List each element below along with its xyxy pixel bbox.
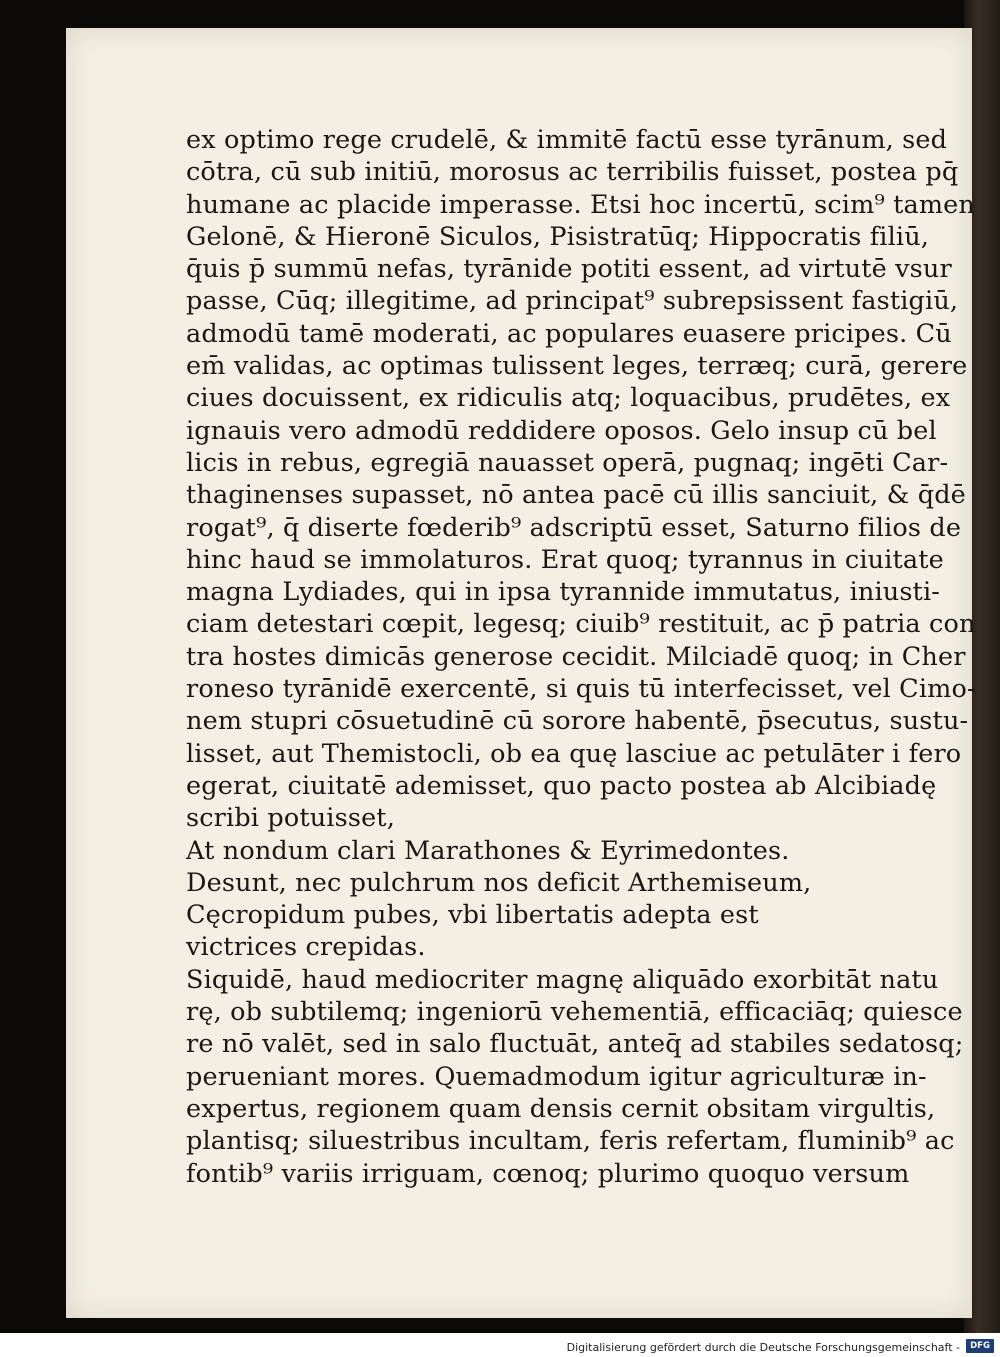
text-line: em̄ validas, ac optimas tulissent leges, terræq; curā, gerere — [186, 351, 968, 382]
text-line: magna Lydiades, qui in ipsa tyrannide immutatus, iniusti- — [186, 577, 941, 608]
text-line: admodū tamē moderati, ac populares euasere pricipes. Cū — [186, 318, 952, 349]
dfg-logo: DFG — [966, 1339, 994, 1353]
text-line: rogat⁹, q̄ diserte fœderib⁹ adscriptū esset, Saturno filios de — [186, 512, 962, 543]
text-line: re nō valēt, sed in salo fluctuāt, anteq̄ ad stabiles sedatosq; — [186, 1029, 964, 1060]
text-line: perueniant mores. Quemadmodum igitur agriculturæ in- — [186, 1061, 927, 1092]
text-line: Siquidē, haud mediocriter magnę aliquādo exorbitāt natu — [186, 964, 939, 995]
text-line: At nondum clari Marathones & Eyrimedontes. — [186, 835, 790, 866]
text-line: lisset, aut Themistocli, ob ea quę lasciue ac petulāter i fero — [186, 738, 962, 769]
text-line: victrices crepidas. — [186, 932, 426, 963]
text-line: fontib⁹ variis irriguam, cœnoq; plurimo quoquo versum — [186, 1158, 910, 1189]
text-line: egerat, ciuitatē ademisset, quo pacto postea ab Alcibiadę — [186, 770, 937, 801]
text-line: hinc haud se immolaturos. Erat quoq; tyrannus in ciuitate — [186, 544, 944, 575]
text-line: plantisq; siluestribus incultam, feris refertam, fluminib⁹ ac — [186, 1126, 955, 1157]
text-line: ignauis vero admodū reddidere oposos. Gelo insup cū bel — [186, 415, 937, 446]
book-page — [66, 28, 976, 1318]
text-line: q̄uis p̄ summū nefas, tyrānide potiti essent, ad virtutē vsur — [186, 254, 952, 285]
text-line: rę, ob subtilemq; ingeniorū vehementiā, efficaciāq; quiesce — [186, 997, 963, 1028]
text-line: passe, Cūq; illegitime, ad principat⁹ subrepsissent fastigiū, — [186, 286, 959, 317]
text-line: roneso tyrānidē exercentē, si quis tū interfecisset, vel Cimo- — [186, 674, 976, 705]
text-line: thaginenses supasset, nō antea pacē cū illis sanciuit, & q̄dē — [186, 480, 966, 511]
text-line: ex optimo rege crudelē, & immitē factū esse tyrānum, sed — [186, 125, 948, 155]
text-line: Cęcropidum pubes, vbi libertatis adepta est — [186, 900, 759, 931]
text-line: ciam detestari cœpit, legesq; ciuib⁹ restituit, ac p̄ patria con — [186, 609, 976, 640]
digitization-credit: Digitalisierung gefördert durch die Deutsche Forschungsgemeinschaft - — [566, 1341, 960, 1354]
text-line: licis in rebus, egregiā nauasset operā, pugnaq; ingēti Car- — [186, 447, 949, 478]
text-line: scribi potuisset, — [186, 803, 395, 834]
text-line: nem stupri cōsuetudinē cū sorore habentē, p̄secutus, sustu- — [186, 706, 969, 737]
text-line: tra hostes dimicās generose cecidit. Milciadē quoq; in Cher — [186, 641, 966, 672]
text-line: ciues docuissent, ex ridiculis atq; loquacibus, prudētes, ex — [186, 383, 951, 414]
text-line: Gelonē, & Hieronē Siculos, Pisistratūq; Hippocratis filiū, — [186, 221, 930, 252]
page-text — [186, 124, 976, 1190]
text-line: Desunt, nec pulchrum nos deficit Arthemiseum, — [186, 867, 812, 898]
text-line: cōtra, cū sub initiū, morosus ac terribilis fuisset, postea pq̄ — [186, 157, 959, 188]
text-line: humane ac placide imperasse. Etsi hoc incertū, scim⁹ tamen — [186, 189, 975, 220]
text-line: expertus, regionem quam densis cernit obsitam virgultis, — [186, 1093, 936, 1124]
